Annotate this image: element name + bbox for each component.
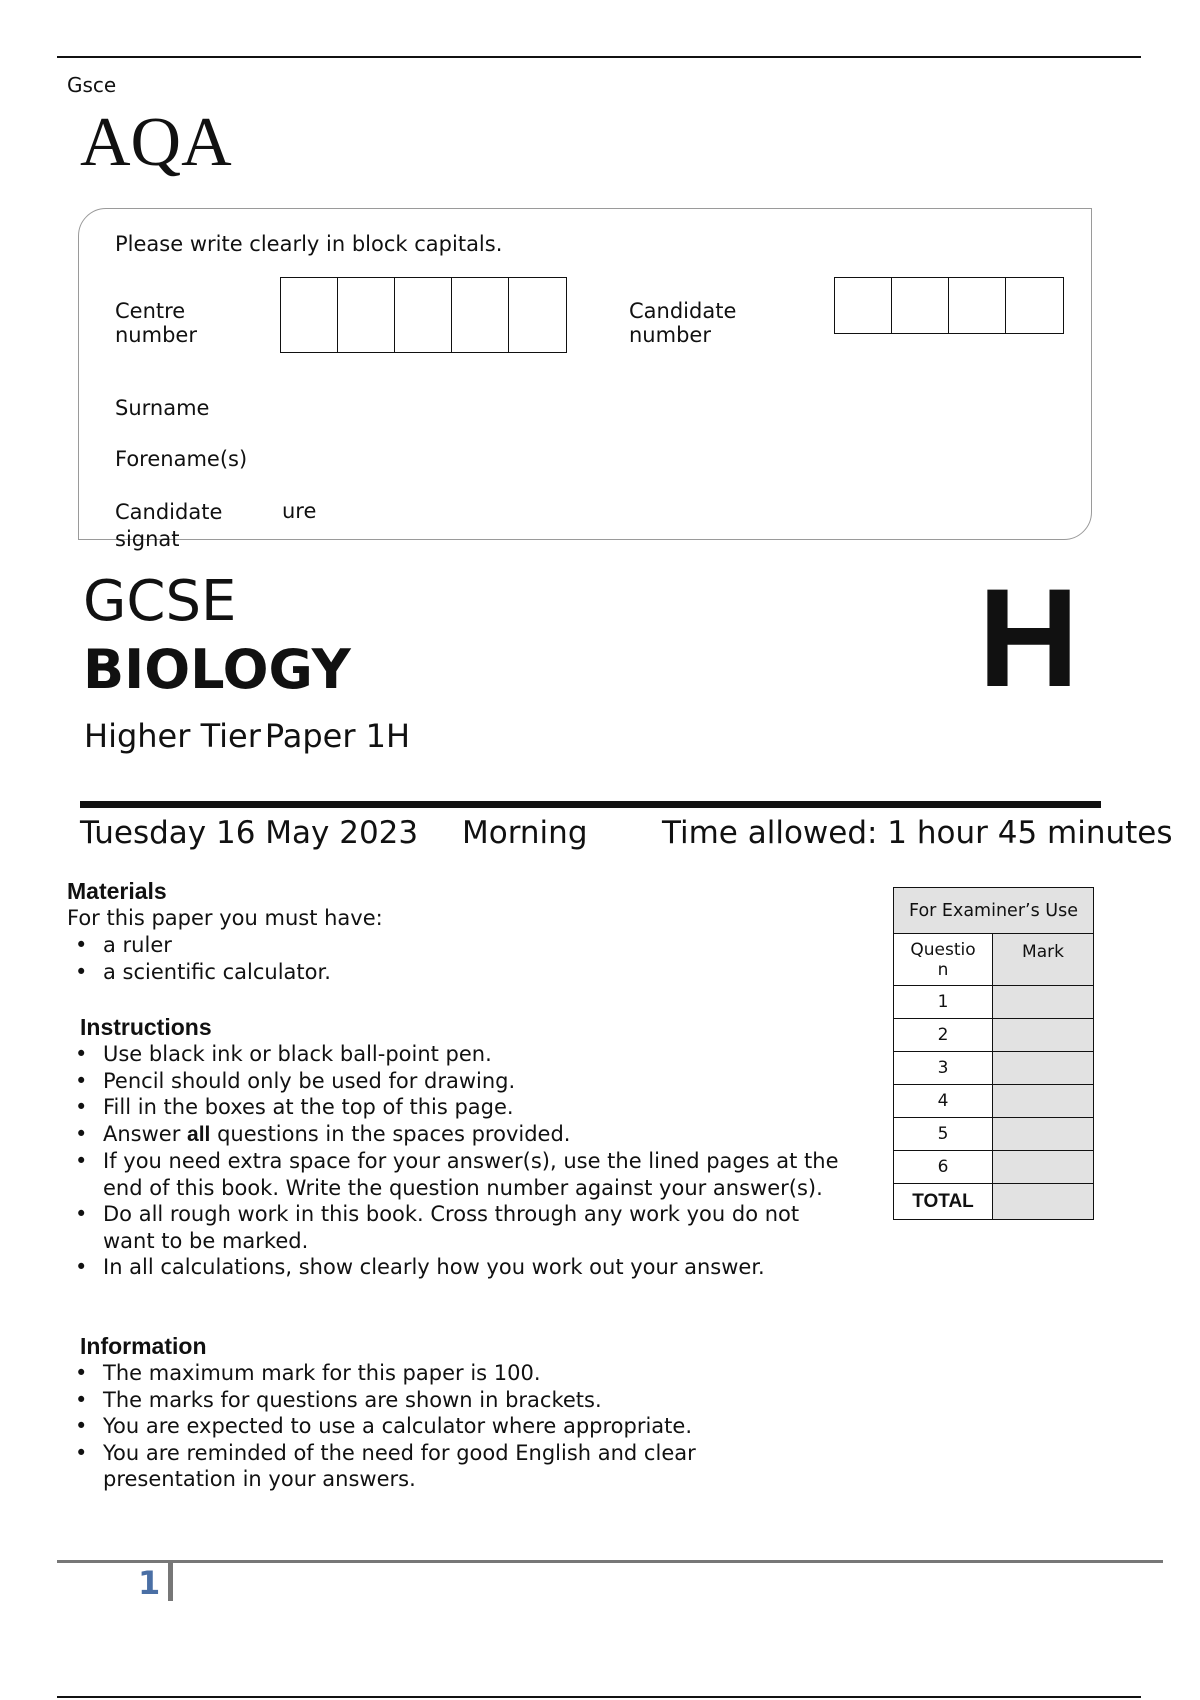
question-number: 3 [894,1052,993,1085]
paper-label: Paper 1H [264,717,411,755]
mark-column-header: Mark [993,934,1094,986]
candidate-number-label [629,299,769,347]
exam-date: Tuesday 16 May 2023 [80,815,419,851]
information-list [67,1360,767,1493]
list-item: • Do all rough work in this book. Cross through any work you do not want to be marked. [67,1201,847,1254]
forenames-label: Forename(s) [115,447,248,471]
list-item: • Fill in the boxes at the top of this page. [67,1094,847,1121]
mark-cell [993,1052,1094,1085]
tier-paper-line [84,716,410,756]
qualification-title: GCSE [83,569,237,634]
examiner-table-title: For Examiner’s Use [894,888,1094,934]
forenames-field[interactable] [280,443,1060,475]
subject-title: BIOLOGY [83,638,351,701]
candidate-details-box [78,208,1092,540]
total-label: TOTAL [894,1184,993,1220]
list-item: • Pencil should only be used for drawing. [67,1068,847,1095]
centre-number-boxes[interactable] [280,277,567,353]
top-rule [57,56,1141,58]
tier-letter: H [978,559,1080,716]
footer-rule [57,1560,1163,1563]
question-number: 2 [894,1019,993,1052]
tier-label: Higher Tier [84,717,261,755]
centre-number-label [115,299,215,347]
centre-number-label-text: Centre number [115,299,197,347]
time-allowed: Time allowed: 1 hour 45 minutes [662,815,1173,851]
information-heading: Information [80,1333,207,1359]
signature-label-suffix: ure [282,499,317,523]
surname-label: Surname [115,396,210,420]
exam-session: Morning [462,815,588,851]
instructions-list [67,1041,847,1281]
list-item: • a ruler [67,932,827,959]
aqa-logo: AQA [80,104,232,181]
materials-intro: For this paper you must have: [67,906,383,930]
list-item: • Use black ink or black ball-point pen. [67,1041,847,1068]
block-capitals-instruction: Please write clearly in block capitals. [115,232,503,256]
list-item: • If you need extra space for your answer(s), use the lined pages at the end of this book. Write the question number against your answer(s). [67,1148,847,1201]
list-item: • You are reminded of the need for good English and clear presentation in your answers. [67,1440,767,1493]
list-item: • The marks for questions are shown in brackets. [67,1387,767,1414]
question-number: 6 [894,1151,993,1184]
signature-field[interactable] [330,495,1060,527]
surname-field[interactable] [280,392,1060,424]
mark-cell [993,986,1094,1019]
page-number-bar [168,1563,173,1601]
examiner-use-table [893,887,1094,1220]
bottom-rule [57,1696,1141,1698]
candidate-number-boxes[interactable] [834,277,1064,334]
list-item: • a scientific calculator. [67,959,827,986]
signature-label-text: Candidate signat [115,500,223,551]
materials-list [67,932,827,985]
question-number: 1 [894,986,993,1019]
title-rule [80,801,1101,808]
materials-heading: Materials [67,878,167,904]
level-label: Gsce [67,73,117,97]
candidate-number-label-text: Candidate number [629,299,737,347]
total-mark-cell [993,1184,1094,1220]
mark-cell [993,1019,1094,1052]
mark-cell [993,1151,1094,1184]
list-item: • The maximum mark for this paper is 100. [67,1360,767,1387]
signature-label [115,499,235,553]
mark-cell [993,1118,1094,1151]
list-item: • Answer all questions in the spaces provided. [67,1121,847,1149]
page-number: 1 [138,1564,161,1602]
question-column-header: Questio n [894,934,993,986]
question-number: 4 [894,1085,993,1118]
instructions-heading: Instructions [80,1014,212,1040]
question-number: 5 [894,1118,993,1151]
list-item: • In all calculations, show clearly how you work out your answer. [67,1254,847,1281]
list-item: • You are expected to use a calculator where appropriate. [67,1413,767,1440]
mark-cell [993,1085,1094,1118]
